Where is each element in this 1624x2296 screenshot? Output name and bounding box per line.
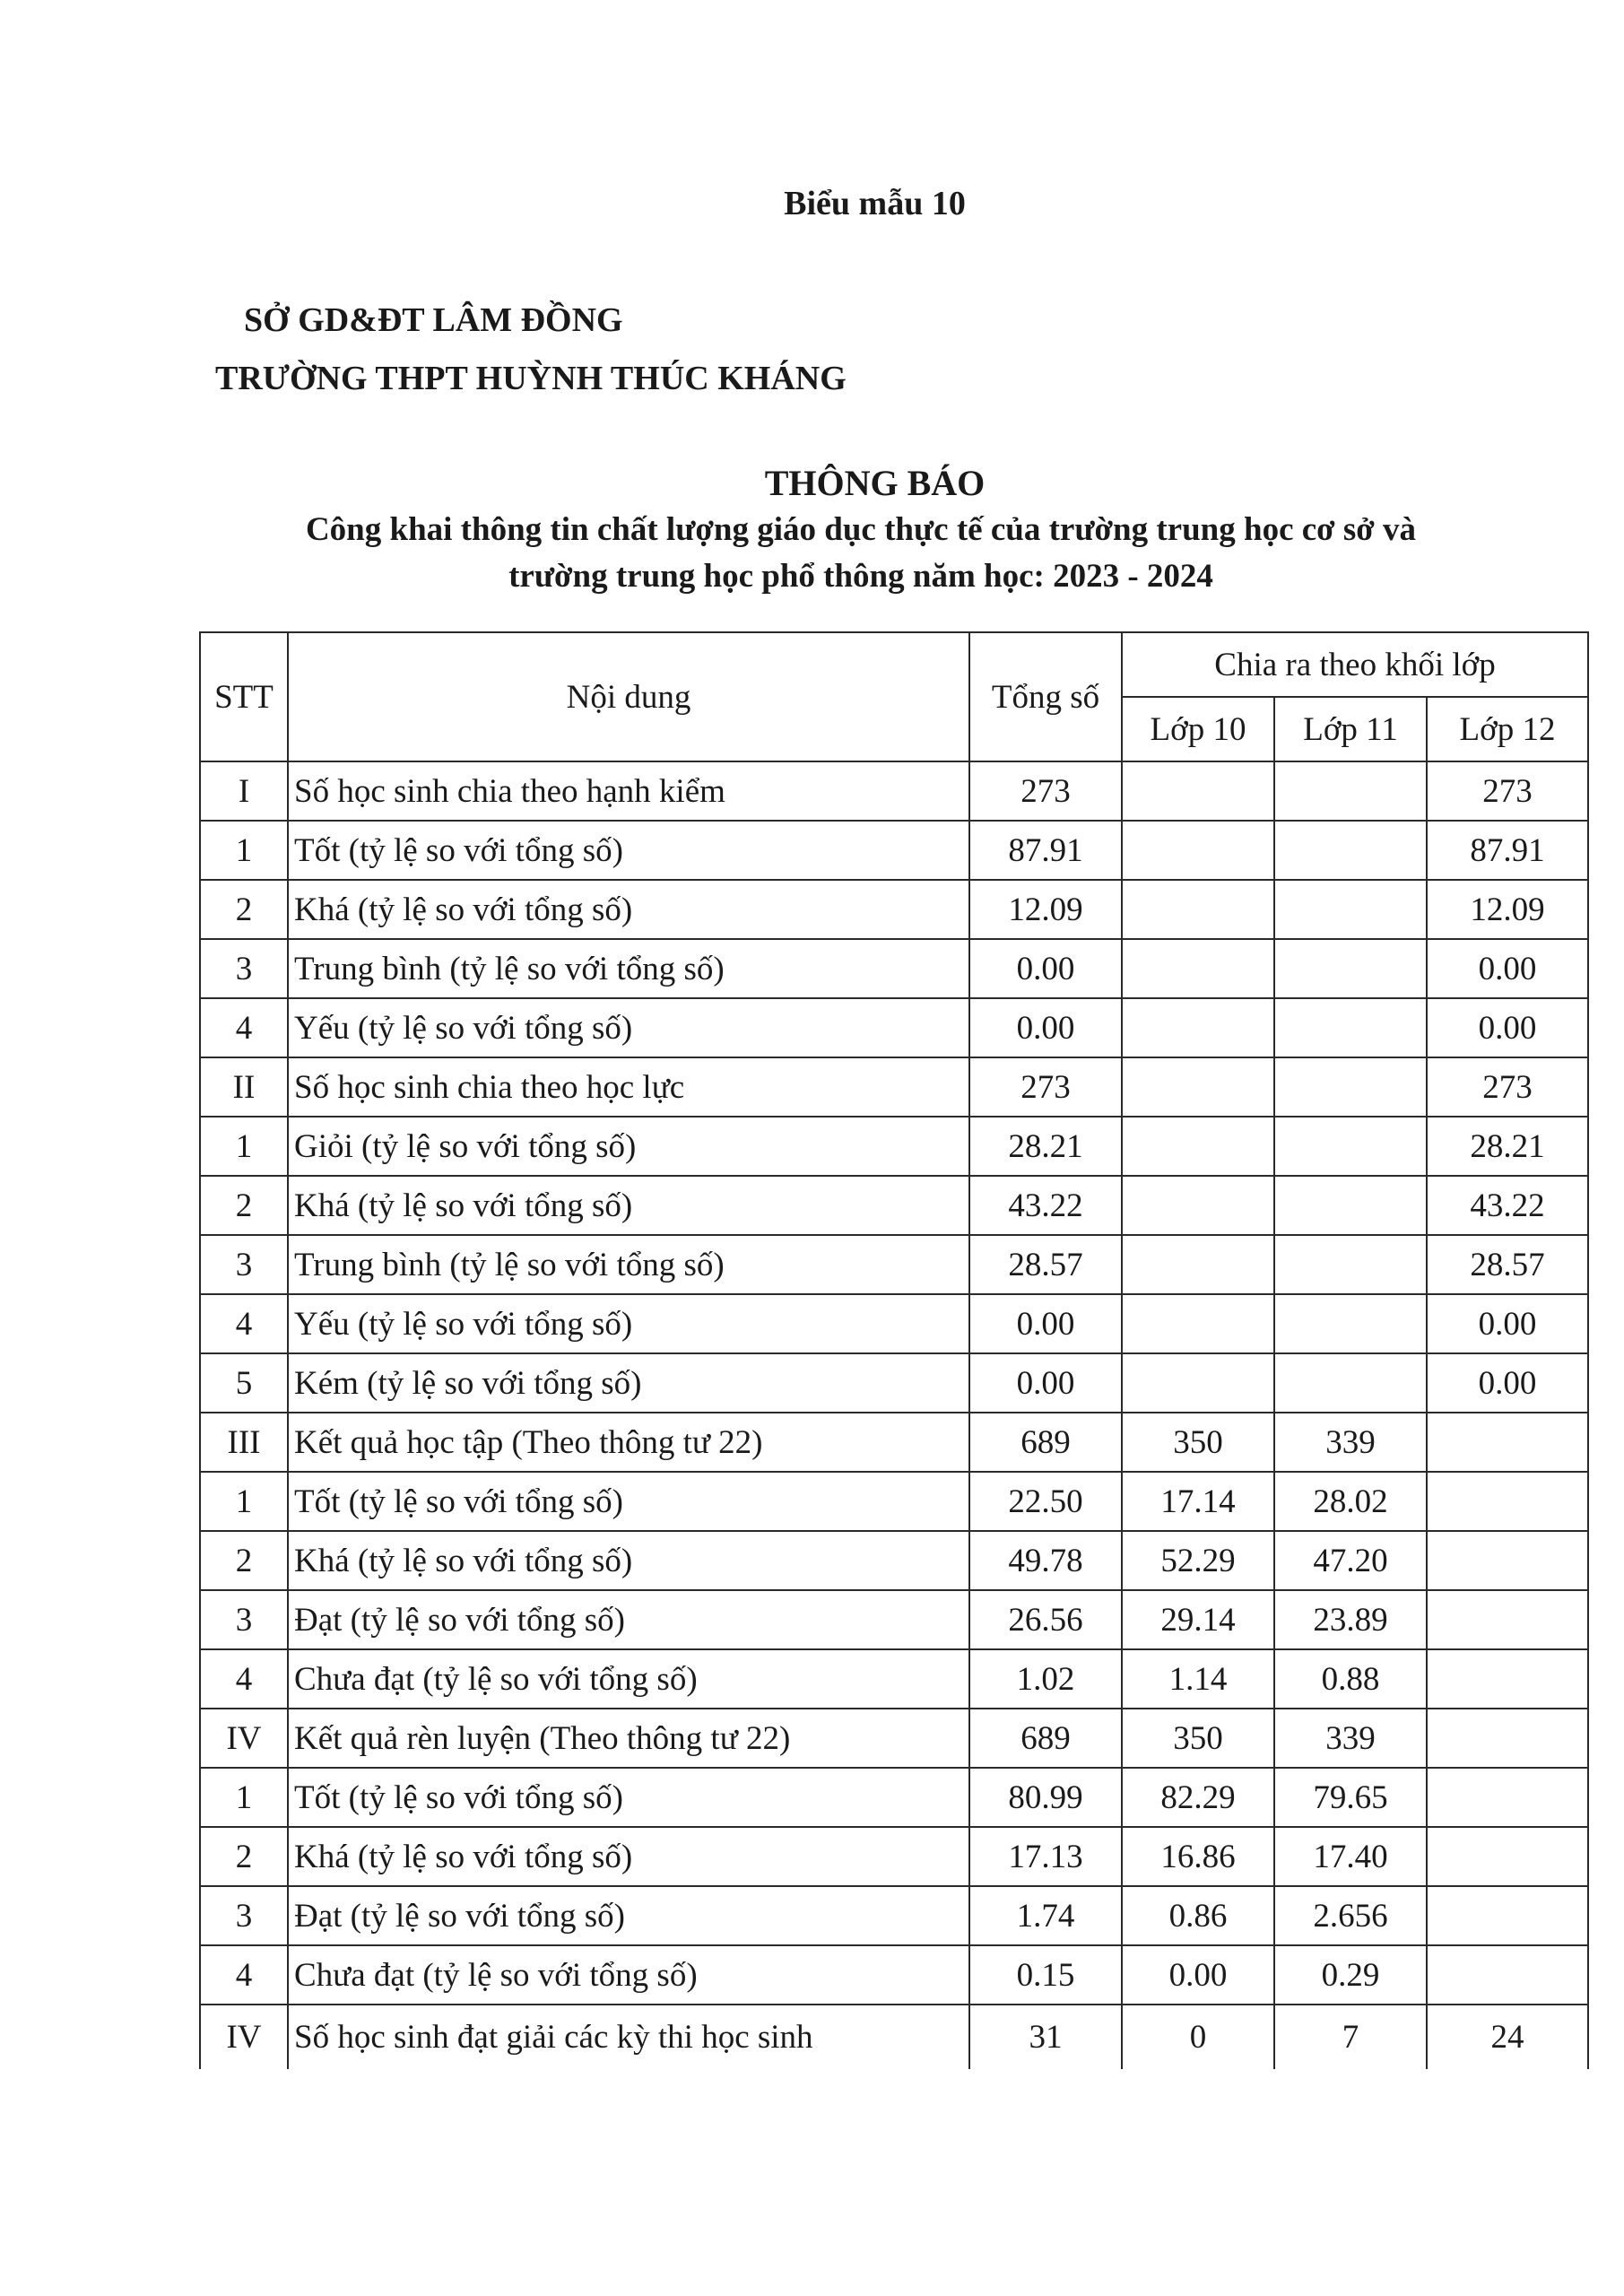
row-content: Tốt (tỷ lệ so với tổng số) (288, 1472, 969, 1531)
row-stt: 2 (200, 1827, 288, 1886)
table-row (200, 1117, 1588, 1176)
notice-title: THÔNG BÁO (764, 463, 986, 503)
row-grade10: 0 (1122, 2005, 1274, 2069)
row-grade12: 28.57 (1427, 1235, 1588, 1294)
row-content: Đạt (tỷ lệ so với tổng số) (288, 1590, 969, 1649)
row-grade10 (1122, 1353, 1274, 1413)
row-grade10 (1122, 1176, 1274, 1235)
table-row (200, 1294, 1588, 1353)
table-row (200, 821, 1588, 880)
row-total: 49.78 (969, 1531, 1122, 1590)
row-total: 0.00 (969, 939, 1122, 998)
row-grade10: 29.14 (1122, 1590, 1274, 1649)
row-grade12 (1427, 1472, 1588, 1531)
table-row (200, 939, 1588, 998)
row-grade12 (1427, 1768, 1588, 1827)
row-grade10: 52.29 (1122, 1531, 1274, 1590)
row-content: Giỏi (tỷ lệ so với tổng số) (288, 1117, 969, 1176)
row-grade12 (1427, 1413, 1588, 1472)
row-stt: IV (200, 2005, 288, 2069)
header-grade10: Lớp 10 (1122, 697, 1274, 761)
row-total: 22.50 (969, 1472, 1122, 1531)
row-stt: III (200, 1413, 288, 1472)
row-grade11 (1274, 998, 1427, 1057)
row-content: Số học sinh đạt giải các kỳ thi học sinh (288, 2005, 969, 2069)
row-content: Yếu (tỷ lệ so với tổng số) (288, 998, 969, 1057)
row-grade11 (1274, 1057, 1427, 1117)
row-grade10: 1.14 (1122, 1649, 1274, 1709)
row-grade10 (1122, 880, 1274, 939)
row-grade12: 12.09 (1427, 880, 1588, 939)
row-grade12 (1427, 1590, 1588, 1649)
row-grade12: 0.00 (1427, 998, 1588, 1057)
row-content: Số học sinh chia theo hạnh kiểm (288, 761, 969, 821)
row-grade10 (1122, 1294, 1274, 1353)
header-total: Tổng số (969, 632, 1122, 761)
row-grade12 (1427, 1649, 1588, 1709)
table-row (200, 1472, 1588, 1531)
table-row (200, 1649, 1588, 1709)
row-total: 43.22 (969, 1176, 1122, 1235)
row-grade10 (1122, 821, 1274, 880)
row-content: Trung bình (tỷ lệ so với tổng số) (288, 939, 969, 998)
row-total: 12.09 (969, 880, 1122, 939)
row-grade12 (1427, 1531, 1588, 1590)
row-total: 17.13 (969, 1827, 1122, 1886)
row-total: 273 (969, 761, 1122, 821)
row-grade10: 82.29 (1122, 1768, 1274, 1827)
row-grade10: 16.86 (1122, 1827, 1274, 1886)
row-grade10 (1122, 998, 1274, 1057)
row-grade12: 273 (1427, 761, 1588, 821)
row-grade11: 28.02 (1274, 1472, 1427, 1531)
row-stt: 4 (200, 998, 288, 1057)
row-total: 0.00 (969, 1353, 1122, 1413)
header-stt: STT (200, 632, 288, 761)
row-content: Đạt (tỷ lệ so với tổng số) (288, 1886, 969, 1945)
row-grade11: 0.29 (1274, 1945, 1427, 2005)
row-content: Yếu (tỷ lệ so với tổng số) (288, 1294, 969, 1353)
row-grade11 (1274, 1294, 1427, 1353)
row-grade10: 350 (1122, 1413, 1274, 1472)
row-stt: 1 (200, 1472, 288, 1531)
row-grade11 (1274, 761, 1427, 821)
department-name: SỞ GD&ĐT LÂM ĐỒNG (244, 301, 623, 339)
row-total: 1.74 (969, 1886, 1122, 1945)
row-grade10: 0.86 (1122, 1886, 1274, 1945)
row-grade11 (1274, 1353, 1427, 1413)
header-grade11: Lớp 11 (1274, 697, 1427, 761)
row-stt: 1 (200, 1768, 288, 1827)
row-grade10: 0.00 (1122, 1945, 1274, 2005)
table-row (200, 1945, 1588, 2005)
row-grade10 (1122, 1117, 1274, 1176)
table-row (200, 1353, 1588, 1413)
row-grade10 (1122, 761, 1274, 821)
row-total: 87.91 (969, 821, 1122, 880)
table-row (200, 1057, 1588, 1117)
row-grade10 (1122, 1235, 1274, 1294)
row-content: Chưa đạt (tỷ lệ so với tổng số) (288, 1649, 969, 1709)
row-stt: 4 (200, 1294, 288, 1353)
table-row (200, 1886, 1588, 1945)
row-grade12: 43.22 (1427, 1176, 1588, 1235)
row-total: 0.00 (969, 1294, 1122, 1353)
table-row (200, 998, 1588, 1057)
row-stt: II (200, 1057, 288, 1117)
row-content: Tốt (tỷ lệ so với tổng số) (288, 821, 969, 880)
row-grade11: 2.656 (1274, 1886, 1427, 1945)
row-grade12: 87.91 (1427, 821, 1588, 880)
table-row (200, 1827, 1588, 1886)
header-by-grade: Chia ra theo khối lớp (1122, 632, 1588, 697)
row-total: 28.21 (969, 1117, 1122, 1176)
header-content: Nội dung (288, 632, 969, 761)
row-stt: 1 (200, 1117, 288, 1176)
table-row (200, 1768, 1588, 1827)
table-row (200, 880, 1588, 939)
row-grade12: 0.00 (1427, 939, 1588, 998)
row-content: Kết quả học tập (Theo thông tư 22) (288, 1413, 969, 1472)
table-row (200, 1413, 1588, 1472)
quality-table (199, 631, 1589, 2069)
row-grade12: 24 (1427, 2005, 1588, 2069)
table-row (200, 1176, 1588, 1235)
row-stt: IV (200, 1709, 288, 1768)
row-stt: 3 (200, 1235, 288, 1294)
row-stt: I (200, 761, 288, 821)
row-stt: 2 (200, 1176, 288, 1235)
table-row (200, 1590, 1588, 1649)
row-stt: 4 (200, 1649, 288, 1709)
row-grade12 (1427, 1945, 1588, 2005)
row-grade11 (1274, 939, 1427, 998)
row-total: 689 (969, 1413, 1122, 1472)
row-grade10 (1122, 939, 1274, 998)
row-grade12: 0.00 (1427, 1353, 1588, 1413)
row-content: Kém (tỷ lệ so với tổng số) (288, 1353, 969, 1413)
header-grade12: Lớp 12 (1427, 697, 1588, 761)
row-content: Khá (tỷ lệ so với tổng số) (288, 1176, 969, 1235)
row-grade11: 17.40 (1274, 1827, 1427, 1886)
row-stt: 2 (200, 1531, 288, 1590)
table-row (200, 2005, 1588, 2069)
row-content: Chưa đạt (tỷ lệ so với tổng số) (288, 1945, 969, 2005)
row-stt: 3 (200, 1590, 288, 1649)
row-grade11 (1274, 1235, 1427, 1294)
notice-subtitle (179, 507, 1542, 600)
row-total: 0.00 (969, 998, 1122, 1057)
row-stt: 3 (200, 939, 288, 998)
row-total: 31 (969, 2005, 1122, 2069)
row-stt: 4 (200, 1945, 288, 2005)
row-grade11 (1274, 1117, 1427, 1176)
subtitle-line-1: Công khai thông tin chất lượng giáo dục thực tế của trường trung học cơ sở và (305, 511, 1417, 548)
row-grade11: 0.88 (1274, 1649, 1427, 1709)
row-grade12: 0.00 (1427, 1294, 1588, 1353)
row-content: Tốt (tỷ lệ so với tổng số) (288, 1768, 969, 1827)
row-content: Khá (tỷ lệ so với tổng số) (288, 1531, 969, 1590)
row-content: Trung bình (tỷ lệ so với tổng số) (288, 1235, 969, 1294)
table-row (200, 1709, 1588, 1768)
row-grade10: 350 (1122, 1709, 1274, 1768)
row-grade11 (1274, 821, 1427, 880)
row-grade10: 17.14 (1122, 1472, 1274, 1531)
row-total: 0.15 (969, 1945, 1122, 2005)
table-row (200, 1235, 1588, 1294)
row-grade12: 28.21 (1427, 1117, 1588, 1176)
row-grade11 (1274, 880, 1427, 939)
row-grade11: 23.89 (1274, 1590, 1427, 1649)
table-row (200, 761, 1588, 821)
row-grade11: 7 (1274, 2005, 1427, 2069)
row-stt: 2 (200, 880, 288, 939)
row-total: 28.57 (969, 1235, 1122, 1294)
row-stt: 3 (200, 1886, 288, 1945)
row-total: 26.56 (969, 1590, 1122, 1649)
row-content: Khá (tỷ lệ so với tổng số) (288, 880, 969, 939)
row-stt: 1 (200, 821, 288, 880)
form-label: Biểu mẫu 10 (784, 185, 966, 222)
school-name: TRƯỜNG THPT HUỲNH THÚC KHÁNG (215, 360, 847, 397)
subtitle-line-2: trường trung học phổ thông năm học: 2023 - 2024 (508, 558, 1213, 595)
row-grade11: 79.65 (1274, 1768, 1427, 1827)
row-total: 273 (969, 1057, 1122, 1117)
row-grade11 (1274, 1176, 1427, 1235)
row-grade11: 339 (1274, 1709, 1427, 1768)
row-content: Kết quả rèn luyện (Theo thông tư 22) (288, 1709, 969, 1768)
row-grade12: 273 (1427, 1057, 1588, 1117)
row-grade11: 47.20 (1274, 1531, 1427, 1590)
row-stt: 5 (200, 1353, 288, 1413)
row-total: 1.02 (969, 1649, 1122, 1709)
row-total: 689 (969, 1709, 1122, 1768)
row-total: 80.99 (969, 1768, 1122, 1827)
row-grade12 (1427, 1886, 1588, 1945)
row-content: Khá (tỷ lệ so với tổng số) (288, 1827, 969, 1886)
row-grade12 (1427, 1709, 1588, 1768)
row-content: Số học sinh chia theo học lực (288, 1057, 969, 1117)
row-grade12 (1427, 1827, 1588, 1886)
row-grade11: 339 (1274, 1413, 1427, 1472)
table-row (200, 1531, 1588, 1590)
row-grade10 (1122, 1057, 1274, 1117)
